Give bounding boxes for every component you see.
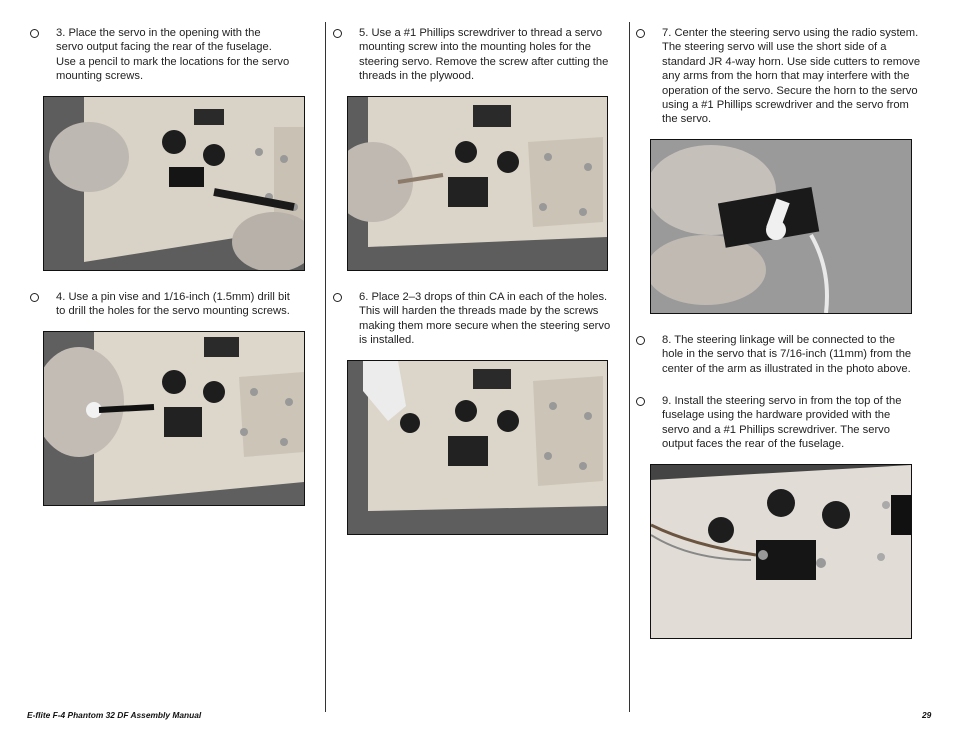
column-divider-right <box>629 22 630 712</box>
step-5-text: 5. Use a #1 Phillips screwdriver to thread a servo mounting screw into the mounting holes for the steering servo. Remove the screw after cutting the threads in the plywood. <box>359 27 609 83</box>
footer-page-number: 29 <box>922 710 932 720</box>
photo-step-6-ca-glue <box>347 360 608 535</box>
checkbox-bullet-icon <box>30 293 39 302</box>
checkbox-bullet-icon <box>333 293 342 302</box>
photo-step-7-servo-horn <box>650 139 912 314</box>
photo-step-4-drilling <box>43 331 305 506</box>
checkbox-bullet-icon <box>30 29 39 38</box>
step-6-text: 6. Place 2–3 drops of thin CA in each of the holes. This will harden the threads made by the screws making them more secure when the steering servo is installed. <box>359 291 611 347</box>
column-divider-left <box>325 22 326 712</box>
checkbox-bullet-icon <box>636 29 645 38</box>
checkbox-bullet-icon <box>636 336 645 345</box>
photo-step-3-servo-marking <box>43 96 305 271</box>
checkbox-bullet-icon <box>636 397 645 406</box>
step-4-text: 4. Use a pin vise and 1/16-inch (1.5mm) drill bit to drill the holes for the servo mounting screws. <box>56 291 290 318</box>
step-3-text: 3. Place the servo in the opening with the servo output facing the rear of the fuselage. Use a pencil to mark the locations for the servo mounting screws. <box>56 27 290 83</box>
photo-step-5-screwdriver <box>347 96 608 271</box>
step-9-text: 9. Install the steering servo in from the top of the fuselage using the hardware provided with the servo and a #1 Phillips screwdriver. The servo output faces the rear of the fuselage. <box>662 395 902 451</box>
footer-manual-title: E-flite F-4 Phantom 32 DF Assembly Manual <box>27 710 202 720</box>
step-7-text: 7. Center the steering servo using the radio system. The steering servo will use the short side of a standard JR 4-way horn. Use side cutters to remove any arms from the horn that may interfere with the operation of the servo. Secure the horn to the servo using a #1 Phillips screwdriver and the servo from the servo. <box>662 27 921 126</box>
photo-step-9-servo-installed <box>650 464 912 639</box>
step-8-text: 8. The steering linkage will be connected to the hole in the servo that is 7/16-inch (11mm) from the center of the arm as illustrated in the photo above. <box>662 334 912 375</box>
checkbox-bullet-icon <box>333 29 342 38</box>
